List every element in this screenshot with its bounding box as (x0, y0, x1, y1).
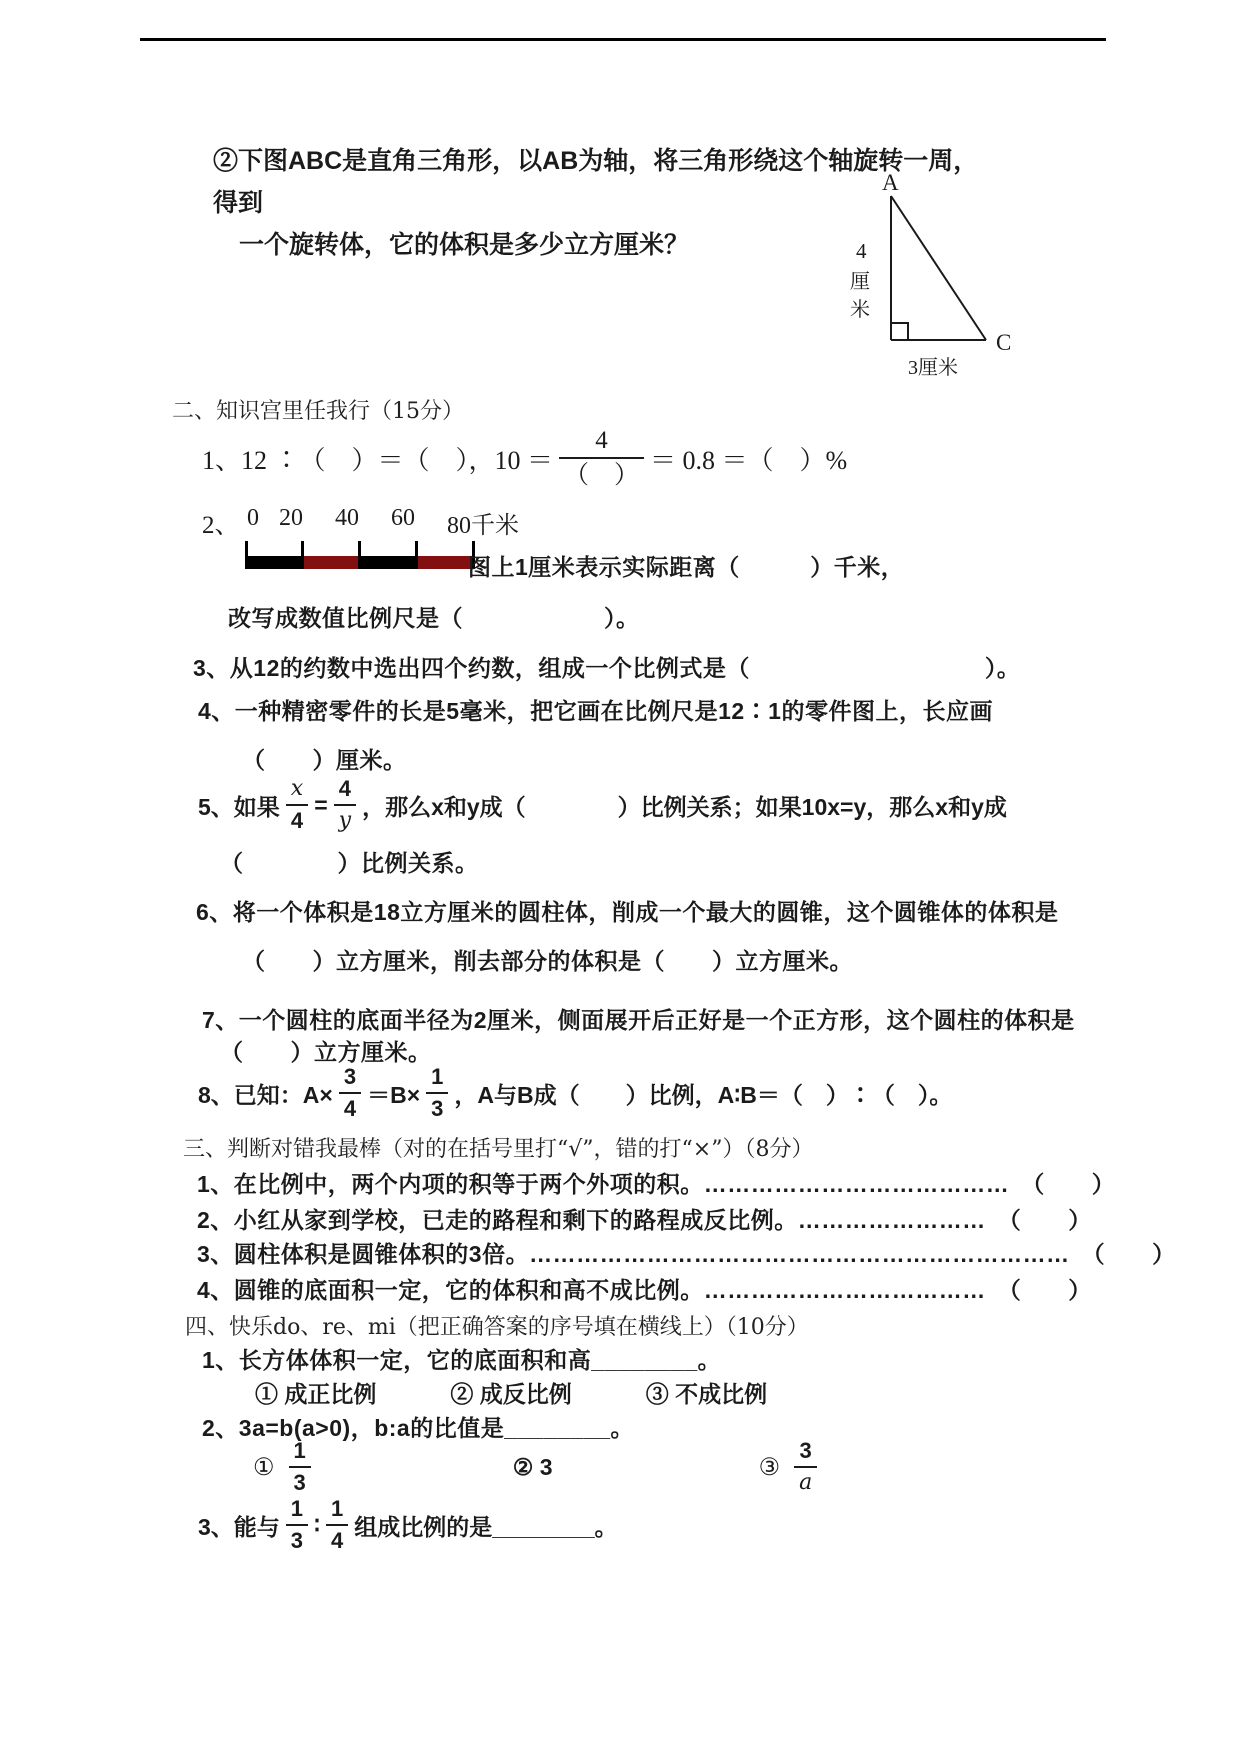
s2-q8-frac2-numerator: 1 (431, 1064, 444, 1089)
question-2-line2: 一个旋转体，它的体积是多少立方厘米？ (239, 231, 690, 259)
s2-q7-line2: （ ）立方厘米。 (220, 1039, 432, 1065)
ruler-tick (358, 541, 361, 569)
s4-q3-frac2-numerator: 1 (331, 1496, 344, 1521)
vertex-a-label: A (882, 170, 899, 195)
s2-q8-suffix: ，A与B成（ ）比例，A∶B＝（ ）∶（ ）。 (454, 1081, 953, 1108)
s3-item-1: 1、在比例中，两个内项的积等于两个外项的积。………………………………… （ ） (197, 1171, 1116, 1197)
s2-q5-fraction-2 (334, 778, 356, 832)
s2-q2-line2: 改写成数值比例尺是（ ）。 (228, 605, 640, 631)
s2-q6-line2: （ ）立方厘米，削去部分的体积是（ ）立方厘米。 (242, 948, 853, 974)
s4-q3-fraction-1 (286, 1498, 308, 1552)
s2-q8-fraction-1 (339, 1066, 361, 1120)
ruler-label-60: 60 (391, 505, 415, 531)
vertex-c-label: C (996, 330, 1012, 355)
s2-q5-fraction-1 (286, 778, 308, 832)
s4-q1-option-3: ③ 不成比例 (645, 1381, 768, 1407)
right-angle-mark (891, 323, 908, 340)
s4-q3-fraction-2 (326, 1498, 348, 1552)
s2-q8 (198, 1066, 952, 1120)
s4-q2-option-3-fraction (794, 1440, 817, 1494)
base-side-label: 3厘米 (908, 357, 958, 379)
s2-q1-prefix: 1、12 ∶（ ）＝（ ），10 ＝ (202, 445, 554, 475)
s2-q5-frac1-denominator: 4 (286, 804, 308, 832)
ruler-label-20: 20 (279, 505, 303, 531)
vertical-side-value: 4 (856, 239, 867, 263)
vertical-side-unit-1: 厘 (850, 271, 870, 293)
s4-q3 (198, 1498, 618, 1552)
s2-q5-frac2-numerator: 4 (338, 776, 351, 801)
s2-q4-line2: （ ）厘米。 (242, 747, 407, 773)
s2-q1 (202, 428, 847, 488)
ruler-tick-labels (243, 505, 563, 539)
s4-q2-option-1-label: ① (253, 1453, 275, 1481)
s2-q5-frac1-numerator: x (290, 776, 304, 801)
s2-q5-equals: = (314, 791, 328, 818)
ruler-segment-4 (418, 556, 476, 569)
top-rule-line (140, 38, 1106, 41)
section-2-heading: 二、知识宫里任我行（15分） (172, 399, 464, 424)
scale-ruler-bar (245, 556, 475, 569)
s4-q3-colon: ∶ (314, 1511, 321, 1538)
ruler-tick (245, 541, 248, 569)
s2-q3: 3、从12的约数中选出四个约数，组成一个比例式是（ ）。 (193, 655, 1021, 681)
s4-q3-suffix: 组成比例的是________。 (354, 1513, 618, 1540)
triangle-svg (838, 152, 1038, 382)
s2-q2-caption: 图上1厘米表示实际距离（ ）千米， (468, 554, 905, 580)
s2-q5-prefix: 5、如果 (198, 793, 280, 820)
s4-q1-text: 1、长方体体积一定，它的底面积和高________。 (202, 1347, 722, 1373)
s4-q2-text: 2、3a=b(a>0)，b:a的比值是________。 (202, 1415, 635, 1441)
s4-q3-frac1-numerator: 1 (290, 1496, 304, 1521)
s3-item-3: 3、圆柱体积是圆锥体积的3倍。…………………………………………………………… （ ） (197, 1241, 1176, 1267)
s2-q6-line1: 6、将一个体积是18立方厘米的圆柱体，削成一个最大的圆锥，这个圆锥体的体积是 (196, 899, 1059, 925)
section-4-heading: 四、快乐do、re、mi（把正确答案的序号填在横线上）（10分） (185, 1315, 809, 1340)
s4-q2-option-3-label: ③ (758, 1453, 781, 1481)
s4-q1-options (255, 1376, 767, 1409)
ruler-tick (415, 541, 418, 569)
s3-item-4: 4、圆锥的底面积一定，它的体积和高不成比例。……………………………… （ ） (197, 1277, 1092, 1303)
s4-q2-opt1-numerator: 1 (293, 1438, 306, 1463)
triangle-side-ac (891, 196, 986, 340)
ruler-label-40: 40 (335, 505, 359, 531)
s4-q1-option-2: ② 成反比例 (450, 1381, 572, 1407)
s3-item-2: 2、小红从家到学校，已走的路程和剩下的路程成反比例。…………………… （ ） (197, 1207, 1092, 1233)
section-3-heading: 三、判断对错我最棒（对的在括号里打“√”，错的打“×”）（8分） (183, 1137, 814, 1162)
s4-q3-frac2-denominator: 4 (326, 1524, 348, 1552)
s2-q5-line2: （ ）比例关系。 (220, 850, 479, 876)
s2-q5-mid: ，那么x和y成（ ）比例关系；如果10x=y，那么x和y成 (362, 793, 1007, 820)
s2-q4-line1: 4、一种精密零件的长是5毫米，把它画在比例尺是12∶1的零件图上，长应画 (198, 698, 993, 724)
s2-q2-number: 2、 (202, 512, 240, 539)
vertical-side-unit-2: 米 (850, 299, 870, 321)
s2-q1-frac-numerator: 4 (595, 427, 608, 454)
s4-q2-opt3-numerator: 3 (799, 1438, 812, 1463)
s2-q8-frac2-denominator: 3 (426, 1092, 448, 1120)
s4-q1-option-1: ① 成正比例 (255, 1381, 377, 1407)
s2-q1-fraction (559, 428, 644, 488)
s2-q8-mid: ＝B× (367, 1081, 421, 1108)
s2-q7-line1: 7、一个圆柱的底面半径为2厘米，侧面展开后正好是一个正方形，这个圆柱的体积是 (202, 1007, 1075, 1033)
ruler-segment-1 (245, 556, 303, 569)
s4-q3-prefix: 3、能与 (198, 1513, 280, 1540)
s4-q2-opt1-denominator: 3 (289, 1466, 311, 1494)
ruler-segment-2 (303, 556, 361, 569)
s4-q2-options (253, 1440, 823, 1494)
right-triangle-diagram (838, 152, 1038, 387)
s4-q2-option-1-fraction (289, 1440, 311, 1494)
s2-q8-prefix: 8、已知：A× (198, 1081, 333, 1108)
ruler-tick (301, 541, 304, 569)
s2-q5 (198, 778, 1007, 832)
s2-q8-frac1-denominator: 4 (339, 1092, 361, 1120)
s2-q1-suffix: ＝ 0.8 ＝（ ）% (650, 445, 848, 475)
question-2-line1: ②下图ABC是直角三角形，以AB为轴，将三角形绕这个轴旋转一周，得到 (213, 147, 979, 217)
ruler-segment-3 (360, 556, 418, 569)
s2-q8-frac1-numerator: 3 (343, 1064, 357, 1089)
s2-q5-frac2-denominator: y (334, 804, 356, 832)
ruler-label-80km: 80千米 (447, 513, 519, 539)
s2-q8-fraction-2 (426, 1066, 448, 1120)
ruler-label-0: 0 (247, 505, 259, 531)
s4-q2-opt3-denominator: a (794, 1466, 817, 1494)
s4-q3-frac1-denominator: 3 (286, 1524, 308, 1552)
s4-q2-option-2: ② 3 (512, 1453, 553, 1480)
s2-q1-frac-denominator: （ ） (559, 457, 644, 488)
